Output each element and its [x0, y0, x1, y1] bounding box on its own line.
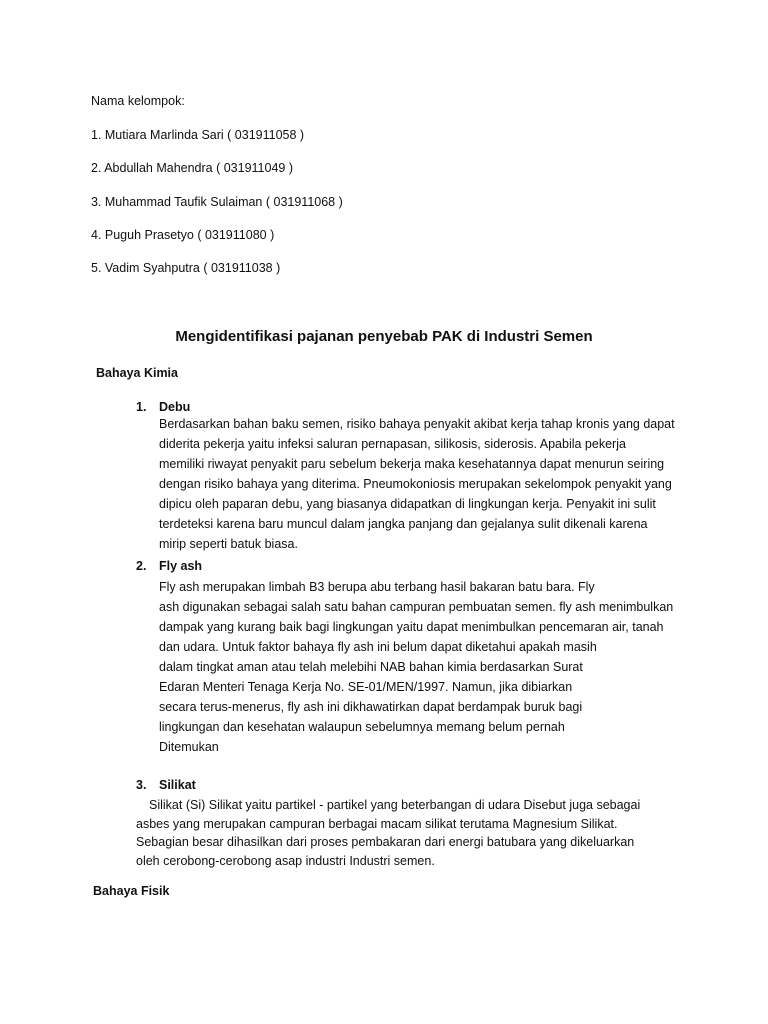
paragraph-line: oleh cerobong-cerobong asap industri Industri semen. — [136, 853, 435, 868]
paragraph-line: terdeteksi karena baru muncul dalam jangka panjang dan gejalanya sulit dikenali karena — [159, 517, 648, 531]
paragraph-line: dampak yang kurang baik bagi lingkungan yaitu dapat menimbulkan pencemaran air, tanah — [159, 620, 664, 634]
item-heading-silikat: Silikat — [159, 778, 196, 792]
document-title: Mengidentifikasi pajanan penyebab PAK di Industri Semen — [175, 328, 593, 345]
paragraph-line: Fly ash merupakan limbah B3 berupa abu terbang hasil bakaran batu bara. Fly — [159, 580, 595, 594]
paragraph-line: Silikat (Si) Silikat yaitu partikel - partikel yang beterbangan di udara Disebut juga sebagai — [149, 798, 641, 812]
item-number: 1. — [136, 400, 147, 414]
paragraph-line: Sebagian besar dihasilkan dari proses pembakaran dari energi batubara yang dikeluarkan — [136, 835, 635, 849]
paragraph-line: asbes yang merupakan campuran berbagai macam silikat terutama Magnesium Silikat. — [136, 816, 618, 831]
paragraph-line: dan udara. Untuk faktor bahaya fly ash ini belum dapat diketahui apakah masih — [159, 640, 597, 654]
paragraph-line: lingkungan dan kesehatan walaupun sebelumnya memang belum pernah — [159, 720, 565, 734]
item-heading-debu: Debu — [159, 400, 191, 414]
paragraph-line: secara terus-menerus, fly ash ini dikhawatirkan dapat berdampak buruk bagi — [159, 700, 583, 714]
member-1: 1. Mutiara Marlinda Sari ( 031911058 ) — [91, 128, 305, 142]
item-paragraph-debu — [159, 414, 675, 554]
item-paragraph-fly-ash — [159, 577, 673, 757]
group-heading: Nama kelompok: — [91, 94, 185, 108]
section-heading-chemical: Bahaya Kimia — [96, 366, 178, 380]
paragraph-line: dalam tingkat aman atau telah melebihi NAB bahan kimia berdasarkan Surat — [159, 660, 583, 674]
paragraph-line: mirip seperti batuk biasa. — [159, 537, 298, 551]
member-3: 3. Muhammad Taufik Sulaiman ( 031911068 ) — [91, 195, 343, 209]
paragraph-line: Edaran Menteri Tenaga Kerja No. SE-01/MEN/1997. Namun, jika dibiarkan — [159, 680, 573, 694]
section-heading-physical: Bahaya Fisik — [93, 884, 170, 898]
paragraph-line: ash digunakan sebagai salah satu bahan campuran pembuatan semen. fly ash menimbulkan — [159, 600, 674, 614]
paragraph-line: Ditemukan — [159, 740, 219, 754]
item-paragraph-silikat — [136, 796, 640, 870]
paragraph-line: memiliki riwayat penyakit paru sebelum bekerja maka kesehatannya dapat menurun seiring — [159, 457, 665, 471]
paragraph-line: dipicu oleh paparan debu, yang biasanya didapatkan di lingkungan kerja. Penyakit ini sulit — [159, 497, 656, 511]
paragraph-line: dengan risiko bahaya yang diterima. Pneumokoniosis merupakan sekelompok penyakit yang — [159, 477, 672, 491]
item-number: 2. — [136, 559, 147, 573]
item-heading-fly-ash: Fly ash — [159, 559, 203, 573]
paragraph-line: diderita pekerja yaitu infeksi saluran pernapasan, silikosis, siderosis. Apabila pekerja — [159, 437, 626, 451]
item-number: 3. — [136, 778, 147, 792]
member-4: 4. Puguh Prasetyo ( 031911080 ) — [91, 228, 275, 242]
paragraph-line: Berdasarkan bahan baku semen, risiko bahaya penyakit akibat kerja tahap kronis yang dapat — [159, 417, 675, 431]
member-2: 2. Abdullah Mahendra ( 031911049 ) — [91, 161, 294, 175]
member-5: 5. Vadim Syahputra ( 031911038 ) — [91, 261, 281, 275]
